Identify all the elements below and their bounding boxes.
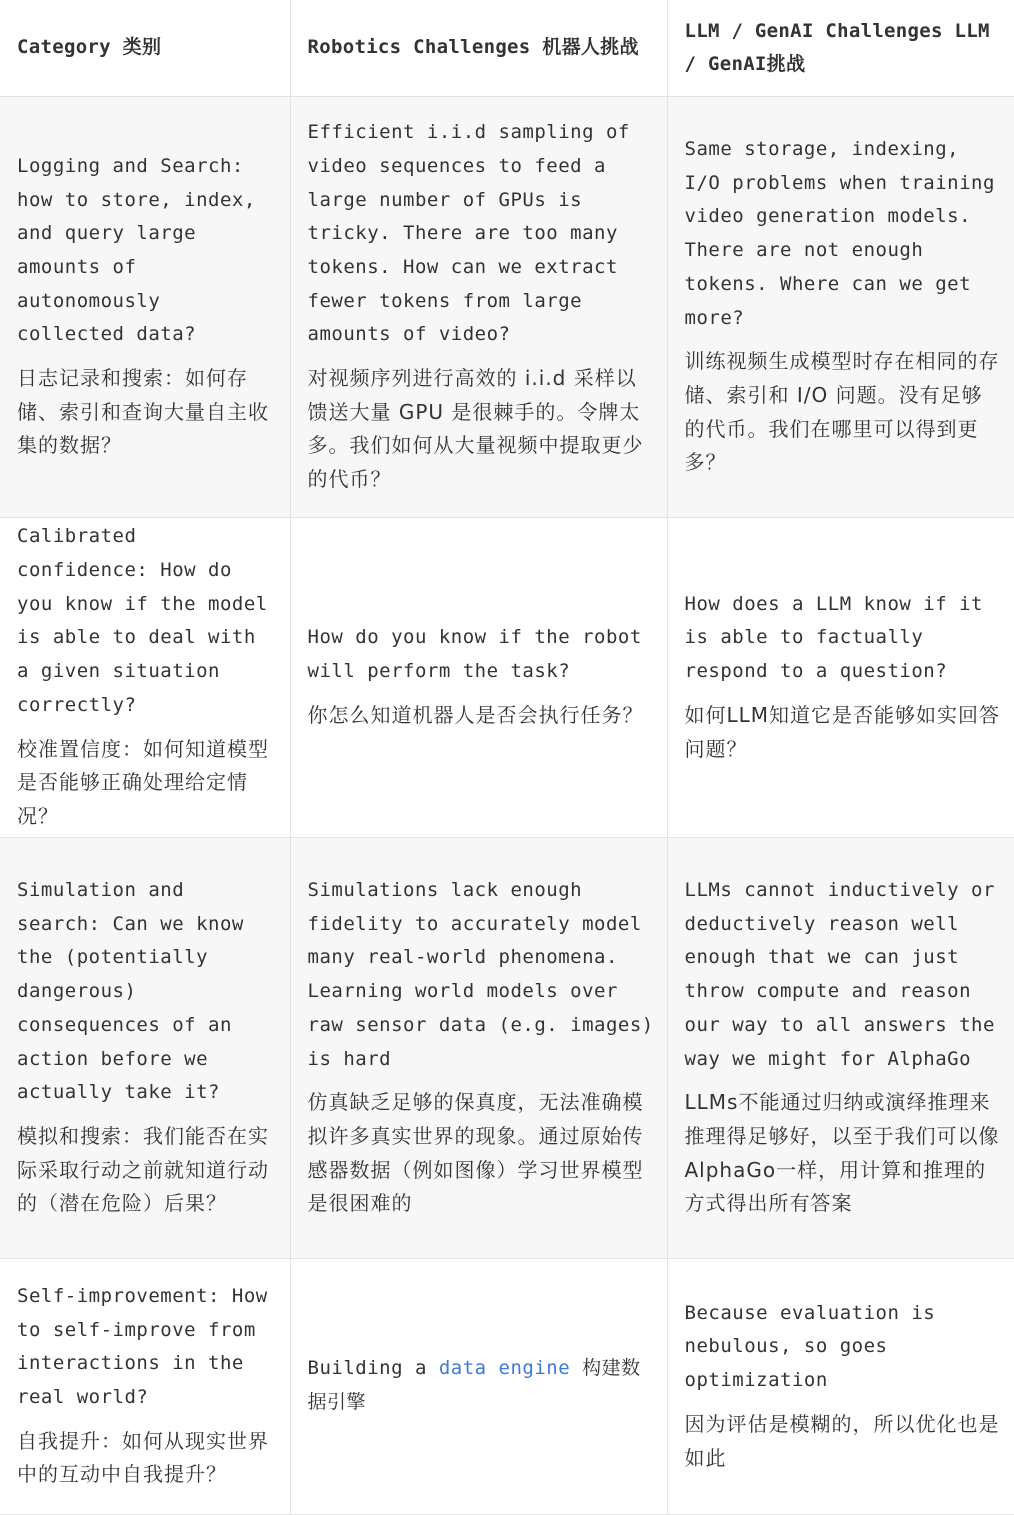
category-text-en: Simulation and search: Can we know the (potentially dangerous) consequences of an action before we actually take it? bbox=[17, 878, 244, 1104]
data-engine-link[interactable]: data engine bbox=[438, 1357, 571, 1380]
robotics-cell bbox=[290, 837, 667, 1258]
llm-text-zh: 如何LLM知道它是否能够如实回答问题？ bbox=[684, 702, 1001, 761]
category-cell bbox=[0, 96, 290, 517]
header-llm: LLM / GenAI Challenges LLM / GenAI挑战 bbox=[667, 0, 1014, 96]
llm-cell bbox=[667, 96, 1014, 517]
robotics-text-zh: 对视频序列进行高效的 i.i.d 采样以馈送大量 GPU 是很棘手的。令牌太多。我们如何从大量视频中提取更少的代币？ bbox=[307, 366, 644, 492]
llm-text-en: LLMs cannot inductively or deductively reason well enough that we can just throw compute and reason our way to all answers the way we might for AlphaGo bbox=[684, 878, 995, 1070]
table-row bbox=[0, 96, 1014, 517]
robotics-text-en: Efficient i.i.d sampling of video sequences to feed a large number of GPUs is tricky. There are too many tokens. How can we extract fewer tokens from large amounts of video? bbox=[307, 121, 630, 346]
llm-text-zh: 因为评估是模糊的，所以优化也是如此 bbox=[684, 1411, 1000, 1470]
category-cell bbox=[0, 1258, 290, 1514]
table-row bbox=[0, 837, 1014, 1258]
robotics-text-zh: 仿真缺乏足够的保真度，无法准确模拟许多真实世界的现象。通过原始传感器数据（例如图像）学习世界模型是很困难的 bbox=[307, 1090, 644, 1216]
llm-text-en: Same storage, indexing, I/O problems when training video generation models. There are not enough tokens. Where can we get more? bbox=[684, 137, 995, 329]
table-header-row bbox=[0, 0, 1014, 96]
category-text-en: Self-improvement: How to self-improve from interactions in the real world? bbox=[17, 1284, 268, 1408]
robotics-cell bbox=[290, 1258, 667, 1514]
robotics-text-zh: 你怎么知道机器人是否会执行任务？ bbox=[307, 702, 644, 727]
robotics-cell bbox=[290, 96, 667, 517]
header-robotics: Robotics Challenges 机器人挑战 bbox=[290, 0, 667, 96]
llm-cell bbox=[667, 1258, 1014, 1514]
table-row bbox=[0, 1258, 1014, 1514]
robotics-text-pre: Building a bbox=[307, 1357, 439, 1380]
table-row bbox=[0, 517, 1014, 837]
robotics-text-en: How do you know if the robot will perform the task? bbox=[307, 626, 642, 683]
llm-text-en: Because evaluation is nebulous, so goes optimization bbox=[684, 1301, 936, 1392]
robotics-cell bbox=[290, 517, 667, 837]
llm-cell bbox=[667, 517, 1014, 837]
robotics-text-post: 构建数据引擎 bbox=[307, 1357, 641, 1413]
category-cell bbox=[0, 517, 290, 837]
category-cell bbox=[0, 837, 290, 1258]
llm-text-zh: 训练视频生成模型时存在相同的存储、索引和 I/O 问题。没有足够的代币。我们在哪里可以得到更多？ bbox=[684, 349, 1000, 475]
llm-text-zh: LLMs不能通过归纳或演绎推理来推理得足够好，以至于我们可以像AlphaGo一样，用计算和推理的方式得出所有答案 bbox=[684, 1090, 1000, 1216]
category-text-zh: 日志记录和搜索：如何存储、索引和查询大量自主收集的数据？ bbox=[17, 366, 269, 458]
header-category: Category 类别 bbox=[0, 0, 290, 96]
category-text-en: Calibrated confidence: How do you know if the model is able to deal with a given situation correctly? bbox=[17, 525, 268, 716]
llm-text-en: How does a LLM know if it is able to factually respond to a question? bbox=[684, 592, 983, 683]
category-text-zh: 校准置信度：如何知道模型是否能够正确处理给定情况？ bbox=[17, 736, 269, 828]
category-text-zh: 自我提升：如何从现实世界中的互动中自我提升？ bbox=[17, 1428, 269, 1487]
llm-cell bbox=[667, 837, 1014, 1258]
category-text-en: Logging and Search: how to store, index, and query large amounts of autonomously collected data? bbox=[17, 154, 256, 346]
robotics-text bbox=[308, 1352, 655, 1419]
category-text-zh: 模拟和搜索：我们能否在实际采取行动之前就知道行动的（潜在危险）后果？ bbox=[17, 1123, 269, 1216]
robotics-text-en: Simulations lack enough fidelity to accurately model many real-world phenomena. Learning world models over raw sensor data (e.g. images) is hard bbox=[307, 878, 654, 1070]
